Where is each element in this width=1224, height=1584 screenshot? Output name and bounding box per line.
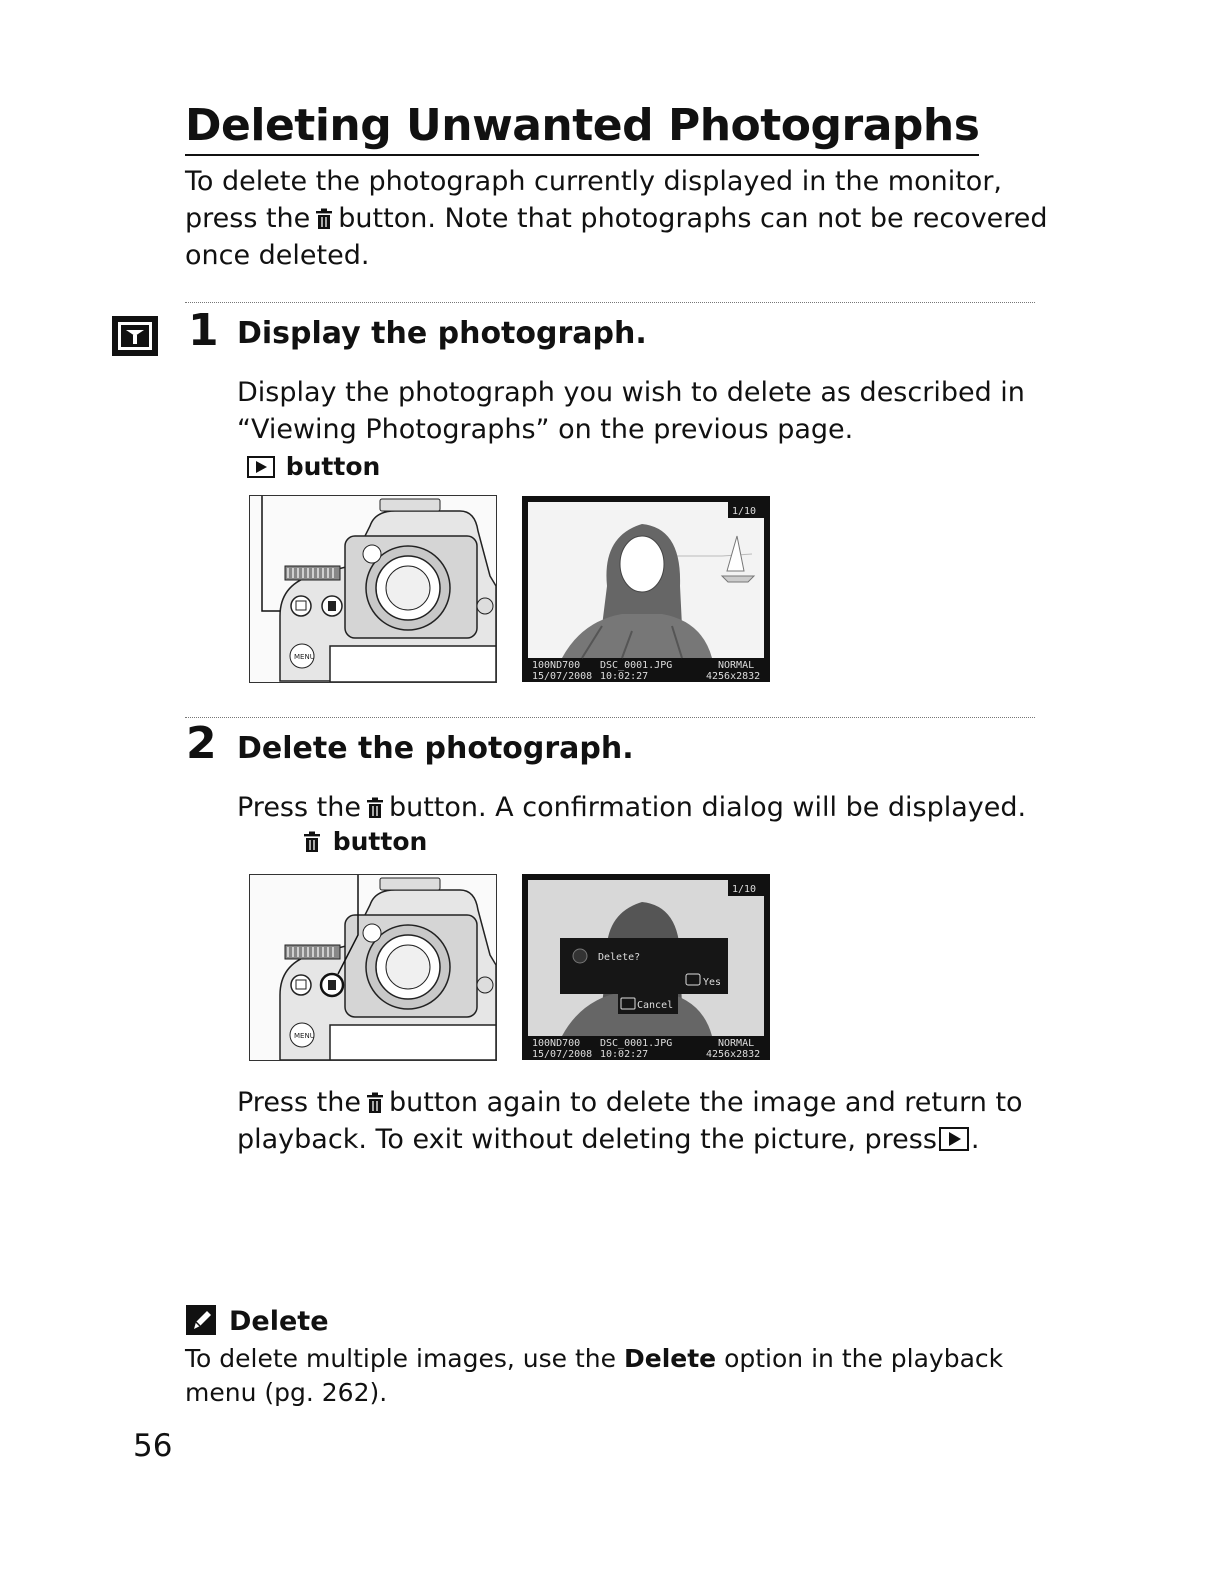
callout-label [245,452,380,482]
followup-text-3: . [970,1124,980,1155]
trash-icon [365,797,385,819]
image-quality: NORMAL [718,660,755,671]
step-body-text-1: Press the [237,792,361,823]
image-size: 4256x2832 [706,1049,761,1060]
image-size: 4256x2832 [706,671,761,682]
note-title: Delete [229,1306,329,1337]
note-bold-term: Delete [623,1344,717,1373]
monitor-display [522,496,770,682]
folder-name: 100ND700 [532,660,581,671]
followup-text-2: button again to delete the image and return to playback. To exit without deleting the picture, press [237,1087,1023,1155]
note-text-2: option in the playback menu (pg. 262). [185,1344,1004,1407]
intro-text-2: button. Note that photographs can not be recovered once deleted. [185,203,1048,271]
capture-time: 10:02:27 [600,671,649,682]
dialog-title: Delete? [598,952,641,963]
file-name: DSC_0001.JPG [600,660,673,671]
trash-icon [302,831,322,853]
capture-time: 10:02:27 [600,1049,649,1060]
camera-illustration [249,495,497,683]
intro-paragraph [185,163,1055,274]
pencil-note-icon [186,1305,216,1335]
frame-counter: 1/10 [732,884,757,895]
callout-label [300,827,427,857]
step-body [237,789,1057,826]
followup-text-1: Press the [237,1087,361,1118]
page-number: 56 [133,1428,173,1464]
svg-text:MENU: MENU [294,653,315,661]
callout-label-text: button [285,452,381,481]
step-body-text-2: button. A confirmation dialog will be displayed. [388,792,1027,823]
step-heading: Display the photograph. [237,316,647,351]
divider [185,717,1035,718]
svg-text:MENU: MENU [294,1032,315,1040]
callout-label-text: button [332,827,428,856]
divider [185,302,1035,303]
trash-icon [365,1092,385,1114]
playback-icon [939,1127,969,1151]
page-title: Deleting Unwanted Photographs [185,98,979,156]
step-followup [237,1084,1037,1158]
dialog-yes-option: Yes [703,977,722,988]
note-text-1: To delete multiple images, use the [185,1344,617,1373]
capture-date: 15/07/2008 [532,1049,593,1060]
folder-name: 100ND700 [532,1038,581,1049]
playback-icon [247,456,275,478]
monitor-display-dialog [522,874,770,1060]
frame-counter: 1/10 [732,506,757,517]
file-name: DSC_0001.JPG [600,1038,673,1049]
playback-tab-icon [112,316,158,356]
trash-icon [314,208,334,230]
note-body [185,1342,1045,1410]
capture-date: 15/07/2008 [532,671,593,682]
step-number: 2 [186,718,217,769]
intro-text-1: To delete the photograph currently displayed in the monitor, press the [185,166,1003,234]
step-number: 1 [188,305,219,356]
image-quality: NORMAL [718,1038,755,1049]
camera-illustration [249,874,497,1061]
step-body: Display the photograph you wish to delete as described in “Viewing Photographs” on the previous page. [237,377,1025,445]
dialog-cancel-option: Cancel [637,1000,674,1011]
step-heading: Delete the photograph. [237,731,634,766]
